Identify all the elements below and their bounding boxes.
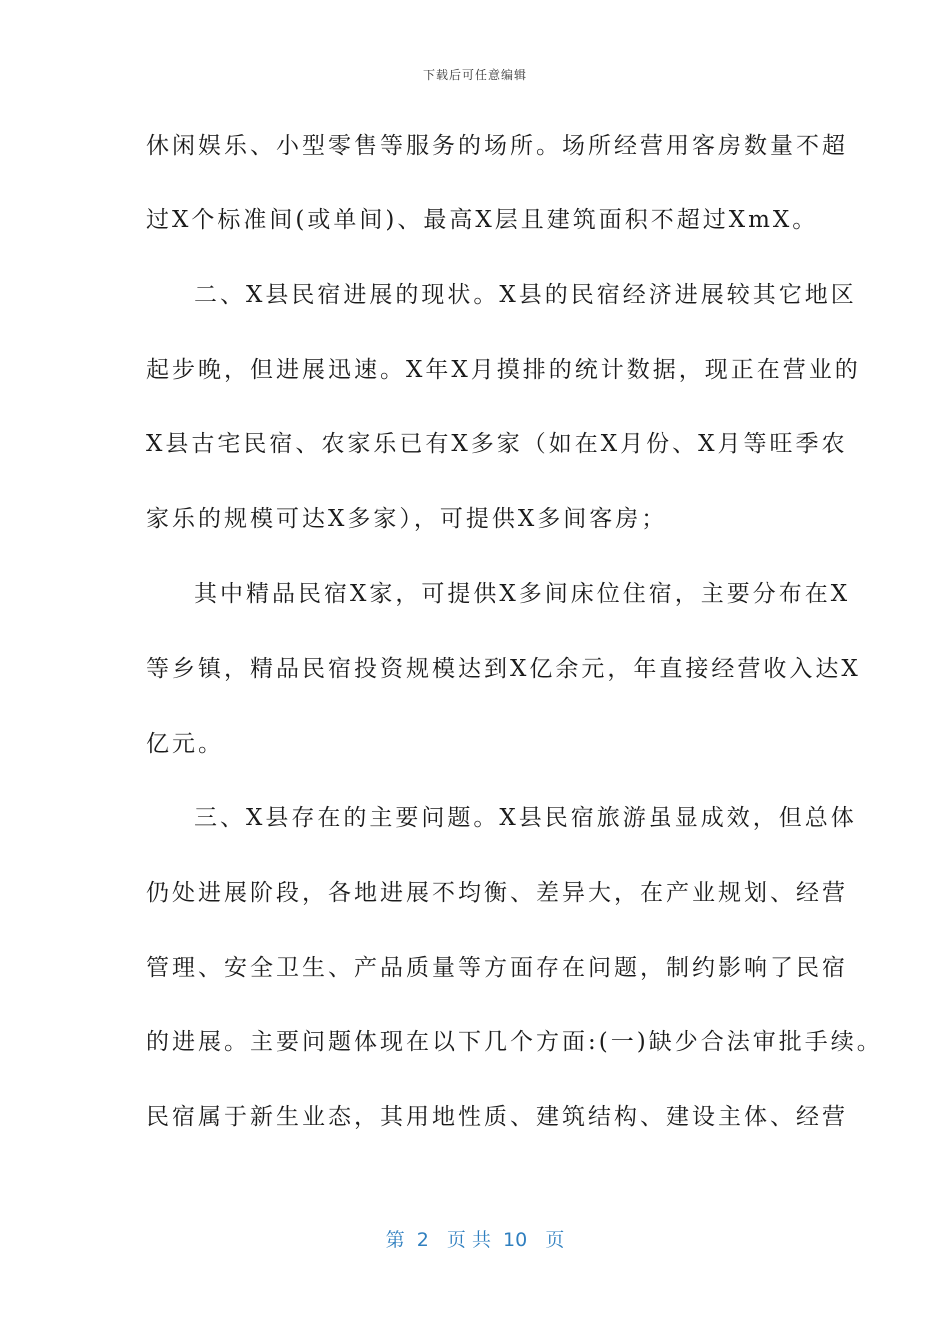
body-line: X县古宅民宿、农家乐已有X多家（如在X月份、X月等旺季农 [146,431,848,457]
page-header-note: 下载后可任意编辑 [422,68,527,82]
paragraph-start-line: 其中精品民宿X家，可提供X多间床位住宿，主要分布在X [194,581,851,607]
body-line: 管理、安全卫生、产品质量等方面存在问题，制约影响了民宿 [146,955,848,981]
paragraph-start-line: 二、X县民宿进展的现状。X县的民宿经济进展较其它地区 [194,282,857,308]
body-line: 过X个标准间(或单间)、最高X层且建筑面积不超过XmX。 [146,207,819,233]
paragraph-start-line: 三、X县存在的主要问题。X县民宿旅游虽显成效，但总体 [194,805,857,831]
body-line: 休闲娱乐、小型零售等服务的场所。场所经营用客房数量不超 [146,133,848,159]
body-line: 民宿属于新生业态，其用地性质、建筑结构、建设主体、经营 [146,1104,848,1130]
body-line: 等乡镇，精品民宿投资规模达到X亿余元，年直接经营收入达X [146,656,861,682]
body-line: 起步晚，但进展迅速。X年X月摸排的统计数据，现正在营业的 [146,357,861,383]
body-line: 家乐的规模可达X多家），可提供X多间客房； [146,506,668,532]
body-line: 的进展。主要问题体现在以下几个方面:(一)缺少合法审批手续。 [146,1029,883,1055]
page-number-footer: 第 2 页 共 10 页 [385,1229,565,1251]
body-line: 亿元。 [146,731,224,757]
body-line: 仍处进展阶段，各地进展不均衡、差异大，在产业规划、经营 [146,880,848,906]
